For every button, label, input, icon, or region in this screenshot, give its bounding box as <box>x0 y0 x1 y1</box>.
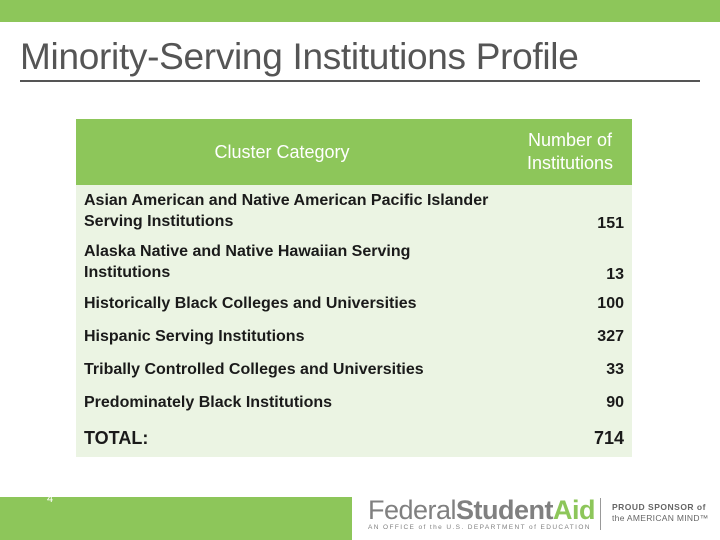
title-underline <box>20 80 700 82</box>
table-row <box>76 353 632 386</box>
row-category: Predominately Black Institutions <box>76 386 508 419</box>
logo-divider <box>600 498 601 530</box>
row-category: Historically Black Colleges and Universities <box>76 287 508 320</box>
row-category: Alaska Native and Native Hawaiian Serving Institutions <box>76 236 508 287</box>
top-accent-bar <box>0 0 720 22</box>
sponsor-line-2: the AMERICAN MIND™ <box>612 513 709 523</box>
row-category: Asian American and Native American Pacific Islander Serving Institutions <box>76 185 508 236</box>
logo-student-text: Student <box>456 495 554 525</box>
logo-aid-text: Aid <box>553 495 596 525</box>
row-count: 100 <box>508 287 632 320</box>
table-row <box>76 386 632 419</box>
total-count: 714 <box>508 419 632 457</box>
slide-title: Minority-Serving Institutions Profile <box>20 36 579 77</box>
row-count: 13 <box>508 236 632 287</box>
table-header-row <box>76 119 632 185</box>
row-count: 33 <box>508 353 632 386</box>
page-number: 4 <box>46 493 54 505</box>
row-category: Hispanic Serving Institutions <box>76 320 508 353</box>
total-label: TOTAL: <box>76 419 508 457</box>
header-cluster-category: Cluster Category <box>76 119 508 185</box>
table-row <box>76 320 632 353</box>
row-count: 151 <box>508 185 632 236</box>
table-row <box>76 287 632 320</box>
logo-federal-text: Federal <box>368 495 457 525</box>
row-count: 327 <box>508 320 632 353</box>
header-number-of-institutions: Number of Institutions <box>508 119 632 185</box>
row-category: Tribally Controlled Colleges and Universities <box>76 353 508 386</box>
logo-wordmark <box>368 496 595 524</box>
table-row <box>76 236 632 287</box>
federal-student-aid-logo <box>368 496 595 531</box>
sponsor-line-1: PROUD SPONSOR of <box>612 502 706 512</box>
sponsor-tagline <box>612 502 709 524</box>
row-count: 90 <box>508 386 632 419</box>
table-row <box>76 185 632 236</box>
logo-tagline: AN OFFICE of the U.S. DEPARTMENT of EDUCATION <box>368 524 591 531</box>
table-total-row <box>76 419 632 457</box>
institutions-table <box>76 119 632 457</box>
